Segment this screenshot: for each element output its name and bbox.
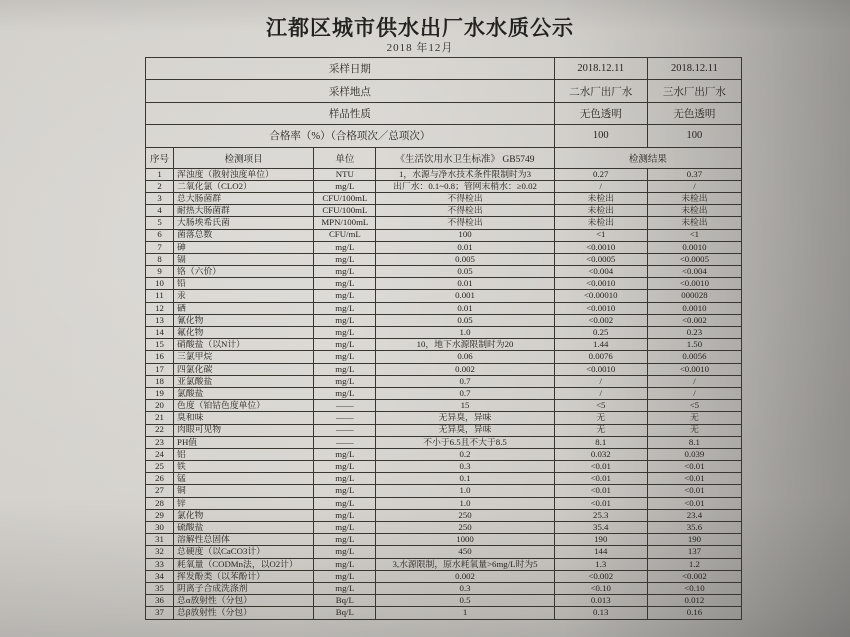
item-cell: PH值 bbox=[174, 436, 314, 448]
table-row bbox=[146, 412, 742, 424]
result-cell-plant2: <1 bbox=[554, 229, 647, 241]
table-row bbox=[146, 595, 742, 607]
col-header-item: 检测项目 bbox=[174, 147, 314, 168]
header-value-cell: 2018.12.11 bbox=[647, 58, 741, 80]
row-number-cell: 13 bbox=[146, 314, 174, 326]
result-cell-plant3: <0.01 bbox=[647, 485, 741, 497]
row-number-cell: 10 bbox=[146, 278, 174, 290]
table-row bbox=[146, 290, 742, 302]
result-cell-plant2: 0.013 bbox=[554, 595, 647, 607]
unit-cell: mg/L bbox=[314, 351, 376, 363]
result-cell-plant3: / bbox=[647, 180, 741, 192]
header-label-cell: 合格率（%）（合格项次／总项次） bbox=[146, 125, 555, 147]
result-cell-plant3: 0.0056 bbox=[647, 351, 741, 363]
table-row bbox=[146, 168, 742, 180]
header-label-cell: 采样地点 bbox=[146, 80, 555, 102]
row-number-cell: 37 bbox=[146, 607, 174, 619]
standard-cell: 1000 bbox=[376, 534, 554, 546]
item-cell: 总硬度（以CaCO3计） bbox=[174, 546, 314, 558]
result-cell-plant3: <0.002 bbox=[647, 570, 741, 582]
standard-cell: 出厂水：0.1~0.8；管网末梢水：≥0.02 bbox=[376, 180, 554, 192]
row-number-cell: 8 bbox=[146, 253, 174, 265]
result-cell-plant3: 未检出 bbox=[647, 192, 741, 204]
row-number-cell: 34 bbox=[146, 570, 174, 582]
table-row bbox=[146, 205, 742, 217]
result-cell-plant2: 0.25 bbox=[554, 327, 647, 339]
row-number-cell: 33 bbox=[146, 558, 174, 570]
item-cell: 锌 bbox=[174, 497, 314, 509]
unit-cell: mg/L bbox=[314, 363, 376, 375]
row-number-cell: 20 bbox=[146, 400, 174, 412]
item-cell: 铝 bbox=[174, 448, 314, 460]
unit-cell: mg/L bbox=[314, 266, 376, 278]
table-row bbox=[146, 461, 742, 473]
table-row bbox=[146, 241, 742, 253]
sampling-header-row bbox=[146, 80, 742, 102]
unit-cell: MPN/100mL bbox=[314, 217, 376, 229]
item-cell: 大肠埃希氏菌 bbox=[174, 217, 314, 229]
data-section bbox=[146, 168, 742, 619]
row-number-cell: 6 bbox=[146, 229, 174, 241]
unit-cell: CFU/100mL bbox=[314, 205, 376, 217]
standard-cell: 0.01 bbox=[376, 241, 554, 253]
result-cell-plant2: <0.01 bbox=[554, 473, 647, 485]
result-cell-plant3: 23.4 bbox=[647, 509, 741, 521]
table-row bbox=[146, 522, 742, 534]
unit-cell: mg/L bbox=[314, 534, 376, 546]
row-number-cell: 1 bbox=[146, 168, 174, 180]
standard-cell: 1，水源与净水技术条件限制时为3 bbox=[376, 168, 554, 180]
unit-cell: mg/L bbox=[314, 497, 376, 509]
result-cell-plant2: / bbox=[554, 387, 647, 399]
result-cell-plant2: <0.01 bbox=[554, 461, 647, 473]
result-cell-plant3: 0.039 bbox=[647, 448, 741, 460]
row-number-cell: 36 bbox=[146, 595, 174, 607]
col-header-unit: 单位 bbox=[314, 147, 376, 168]
result-cell-plant3: 0.012 bbox=[647, 595, 741, 607]
standard-cell: 无异臭，异味 bbox=[376, 424, 554, 436]
standard-cell: 0.01 bbox=[376, 278, 554, 290]
standard-cell: 1.0 bbox=[376, 485, 554, 497]
result-cell-plant2: <0.0005 bbox=[554, 253, 647, 265]
item-cell: 硝酸盐（以N计） bbox=[174, 339, 314, 351]
table-row bbox=[146, 448, 742, 460]
table-row bbox=[146, 497, 742, 509]
row-number-cell: 26 bbox=[146, 473, 174, 485]
result-cell-plant3: 000028 bbox=[647, 290, 741, 302]
result-cell-plant3: <0.01 bbox=[647, 461, 741, 473]
result-cell-plant2: <0.01 bbox=[554, 497, 647, 509]
header-value-cell: 无色透明 bbox=[647, 102, 741, 124]
sampling-header-row bbox=[146, 58, 742, 80]
table-row bbox=[146, 485, 742, 497]
item-cell: 二氧化氯（CLO2） bbox=[174, 180, 314, 192]
table-row bbox=[146, 229, 742, 241]
unit-cell: mg/L bbox=[314, 302, 376, 314]
unit-cell: —— bbox=[314, 424, 376, 436]
row-number-cell: 4 bbox=[146, 205, 174, 217]
table-row bbox=[146, 473, 742, 485]
sampling-header-section bbox=[146, 58, 742, 148]
standard-cell: 不得检出 bbox=[376, 217, 554, 229]
item-cell: 挥发酚类（以苯酚计） bbox=[174, 570, 314, 582]
table-row bbox=[146, 363, 742, 375]
result-cell-plant2: 未检出 bbox=[554, 192, 647, 204]
table-row bbox=[146, 607, 742, 619]
item-cell: 四氯化碳 bbox=[174, 363, 314, 375]
row-number-cell: 11 bbox=[146, 290, 174, 302]
result-cell-plant2: 0.13 bbox=[554, 607, 647, 619]
result-cell-plant2: 0.0076 bbox=[554, 351, 647, 363]
unit-cell: mg/L bbox=[314, 546, 376, 558]
unit-cell: mg/L bbox=[314, 522, 376, 534]
header-value-cell: 2018.12.11 bbox=[554, 58, 647, 80]
unit-cell: mg/L bbox=[314, 180, 376, 192]
unit-cell: mg/L bbox=[314, 509, 376, 521]
standard-cell: 450 bbox=[376, 546, 554, 558]
standard-cell: 0.7 bbox=[376, 375, 554, 387]
standard-cell: 0.002 bbox=[376, 570, 554, 582]
item-cell: 铁 bbox=[174, 461, 314, 473]
item-cell: 镉 bbox=[174, 253, 314, 265]
header-value-cell: 100 bbox=[647, 125, 741, 147]
result-cell-plant3: 0.37 bbox=[647, 168, 741, 180]
row-number-cell: 31 bbox=[146, 534, 174, 546]
unit-cell: mg/L bbox=[314, 582, 376, 594]
unit-cell: mg/L bbox=[314, 570, 376, 582]
row-number-cell: 2 bbox=[146, 180, 174, 192]
result-cell-plant3: <5 bbox=[647, 400, 741, 412]
row-number-cell: 27 bbox=[146, 485, 174, 497]
table-row bbox=[146, 436, 742, 448]
standard-cell: 0.001 bbox=[376, 290, 554, 302]
header-label-cell: 样品性质 bbox=[146, 102, 555, 124]
standard-cell: 不得检出 bbox=[376, 205, 554, 217]
result-cell-plant2: <0.004 bbox=[554, 266, 647, 278]
item-cell: 溶解性总固体 bbox=[174, 534, 314, 546]
unit-cell: mg/L bbox=[314, 473, 376, 485]
table-row bbox=[146, 546, 742, 558]
result-cell-plant2: <0.0010 bbox=[554, 302, 647, 314]
column-header-row bbox=[146, 147, 742, 168]
result-cell-plant2: 190 bbox=[554, 534, 647, 546]
unit-cell: mg/L bbox=[314, 241, 376, 253]
table-row bbox=[146, 558, 742, 570]
table-row bbox=[146, 302, 742, 314]
row-number-cell: 30 bbox=[146, 522, 174, 534]
standard-cell: 无异臭，异味 bbox=[376, 412, 554, 424]
result-cell-plant3: <0.01 bbox=[647, 497, 741, 509]
table-row bbox=[146, 253, 742, 265]
result-cell-plant2: 1.44 bbox=[554, 339, 647, 351]
result-cell-plant3: <0.0005 bbox=[647, 253, 741, 265]
standard-cell: 0.01 bbox=[376, 302, 554, 314]
standard-cell: 0.005 bbox=[376, 253, 554, 265]
standard-cell: 0.05 bbox=[376, 314, 554, 326]
result-cell-plant3: <0.01 bbox=[647, 473, 741, 485]
header-value-cell: 无色透明 bbox=[554, 102, 647, 124]
table-row bbox=[146, 217, 742, 229]
col-header-standard: 《生活饮用水卫生标准》 GB5749 bbox=[376, 147, 554, 168]
standard-cell: 250 bbox=[376, 522, 554, 534]
unit-cell: mg/L bbox=[314, 278, 376, 290]
result-cell-plant3: 0.23 bbox=[647, 327, 741, 339]
col-header-no: 序号 bbox=[146, 147, 174, 168]
row-number-cell: 21 bbox=[146, 412, 174, 424]
row-number-cell: 23 bbox=[146, 436, 174, 448]
page-subtitle: 2018 年12月 bbox=[386, 42, 454, 54]
item-cell: 三氯甲烷 bbox=[174, 351, 314, 363]
row-number-cell: 7 bbox=[146, 241, 174, 253]
table-row bbox=[146, 570, 742, 582]
row-number-cell: 28 bbox=[146, 497, 174, 509]
table-row bbox=[146, 424, 742, 436]
item-cell: 硒 bbox=[174, 302, 314, 314]
item-cell: 耐热大肠菌群 bbox=[174, 205, 314, 217]
water-quality-table bbox=[145, 57, 742, 620]
standard-cell: 1.0 bbox=[376, 497, 554, 509]
unit-cell: —— bbox=[314, 412, 376, 424]
row-number-cell: 29 bbox=[146, 509, 174, 521]
header-value-cell: 二水厂出厂水 bbox=[554, 80, 647, 102]
column-header-section bbox=[146, 147, 742, 168]
unit-cell: mg/L bbox=[314, 327, 376, 339]
standard-cell: 10，地下水源限制时为20 bbox=[376, 339, 554, 351]
item-cell: 臭和味 bbox=[174, 412, 314, 424]
result-cell-plant2: <0.01 bbox=[554, 485, 647, 497]
result-cell-plant3: 1.50 bbox=[647, 339, 741, 351]
result-cell-plant3: 0.0010 bbox=[647, 302, 741, 314]
standard-cell: 1.0 bbox=[376, 327, 554, 339]
item-cell: 总α放射性（分包） bbox=[174, 595, 314, 607]
result-cell-plant2: <5 bbox=[554, 400, 647, 412]
item-cell: 氯酸盐 bbox=[174, 387, 314, 399]
item-cell: 总大肠菌群 bbox=[174, 192, 314, 204]
row-number-cell: 25 bbox=[146, 461, 174, 473]
result-cell-plant3: 8.1 bbox=[647, 436, 741, 448]
standard-cell: 0.1 bbox=[376, 473, 554, 485]
table-row bbox=[146, 339, 742, 351]
result-cell-plant2: 0.27 bbox=[554, 168, 647, 180]
result-cell-plant3: 35.6 bbox=[647, 522, 741, 534]
result-cell-plant3: <0.0010 bbox=[647, 278, 741, 290]
result-cell-plant2: 无 bbox=[554, 424, 647, 436]
item-cell: 铜 bbox=[174, 485, 314, 497]
row-number-cell: 14 bbox=[146, 327, 174, 339]
unit-cell: Bq/L bbox=[314, 595, 376, 607]
row-number-cell: 9 bbox=[146, 266, 174, 278]
result-cell-plant3: 无 bbox=[647, 412, 741, 424]
row-number-cell: 18 bbox=[146, 375, 174, 387]
row-number-cell: 22 bbox=[146, 424, 174, 436]
item-cell: 亚氯酸盐 bbox=[174, 375, 314, 387]
table-row bbox=[146, 192, 742, 204]
result-cell-plant3: 无 bbox=[647, 424, 741, 436]
table-row bbox=[146, 314, 742, 326]
row-number-cell: 19 bbox=[146, 387, 174, 399]
unit-cell: Bq/L bbox=[314, 607, 376, 619]
result-cell-plant2: 25.3 bbox=[554, 509, 647, 521]
result-cell-plant2: 无 bbox=[554, 412, 647, 424]
result-cell-plant2: 35.4 bbox=[554, 522, 647, 534]
result-cell-plant2: 未检出 bbox=[554, 217, 647, 229]
table-row bbox=[146, 509, 742, 521]
standard-cell: 15 bbox=[376, 400, 554, 412]
item-cell: 浑浊度（散射浊度单位） bbox=[174, 168, 314, 180]
table-row bbox=[146, 387, 742, 399]
row-number-cell: 35 bbox=[146, 582, 174, 594]
row-number-cell: 24 bbox=[146, 448, 174, 460]
result-cell-plant3: 0.16 bbox=[647, 607, 741, 619]
header-label-cell: 采样日期 bbox=[146, 58, 555, 80]
col-header-result: 检测结果 bbox=[554, 147, 741, 168]
item-cell: 阴离子合成洗涤剂 bbox=[174, 582, 314, 594]
row-number-cell: 5 bbox=[146, 217, 174, 229]
result-cell-plant2: <0.10 bbox=[554, 582, 647, 594]
result-cell-plant2: 144 bbox=[554, 546, 647, 558]
standard-cell: 1 bbox=[376, 607, 554, 619]
result-cell-plant3: <0.004 bbox=[647, 266, 741, 278]
result-cell-plant3: <0.0010 bbox=[647, 363, 741, 375]
unit-cell: mg/L bbox=[314, 375, 376, 387]
row-number-cell: 17 bbox=[146, 363, 174, 375]
result-cell-plant2: <0.0010 bbox=[554, 363, 647, 375]
result-cell-plant2: <0.002 bbox=[554, 314, 647, 326]
result-cell-plant3: 137 bbox=[647, 546, 741, 558]
standard-cell: 不小于6.5且不大于8.5 bbox=[376, 436, 554, 448]
unit-cell: NTU bbox=[314, 168, 376, 180]
item-cell: 铅 bbox=[174, 278, 314, 290]
table-row bbox=[146, 582, 742, 594]
standard-cell: 100 bbox=[376, 229, 554, 241]
unit-cell: —— bbox=[314, 400, 376, 412]
result-cell-plant2: 未检出 bbox=[554, 205, 647, 217]
result-cell-plant3: 未检出 bbox=[647, 217, 741, 229]
row-number-cell: 32 bbox=[146, 546, 174, 558]
result-cell-plant2: <0.002 bbox=[554, 570, 647, 582]
item-cell: 锰 bbox=[174, 473, 314, 485]
result-cell-plant3: 0.0010 bbox=[647, 241, 741, 253]
standard-cell: 0.3 bbox=[376, 461, 554, 473]
header-value-cell: 100 bbox=[554, 125, 647, 147]
result-cell-plant3: 1.2 bbox=[647, 558, 741, 570]
result-cell-plant2: <0.0010 bbox=[554, 241, 647, 253]
result-cell-plant2: 0.032 bbox=[554, 448, 647, 460]
result-cell-plant3: / bbox=[647, 375, 741, 387]
result-cell-plant3: <0.002 bbox=[647, 314, 741, 326]
standard-cell: 0.3 bbox=[376, 582, 554, 594]
row-number-cell: 3 bbox=[146, 192, 174, 204]
result-cell-plant3: <0.10 bbox=[647, 582, 741, 594]
item-cell: 氟化物 bbox=[174, 327, 314, 339]
item-cell: 氯化物 bbox=[174, 509, 314, 521]
unit-cell: CFU/100mL bbox=[314, 192, 376, 204]
standard-cell: 250 bbox=[376, 509, 554, 521]
result-cell-plant3: <1 bbox=[647, 229, 741, 241]
table-row bbox=[146, 278, 742, 290]
table-row bbox=[146, 351, 742, 363]
result-cell-plant2: <0.00010 bbox=[554, 290, 647, 302]
row-number-cell: 12 bbox=[146, 302, 174, 314]
row-number-cell: 16 bbox=[146, 351, 174, 363]
unit-cell: mg/L bbox=[314, 461, 376, 473]
item-cell: 硫酸盐 bbox=[174, 522, 314, 534]
item-cell: 菌落总数 bbox=[174, 229, 314, 241]
unit-cell: mg/L bbox=[314, 485, 376, 497]
standard-cell: 0.5 bbox=[376, 595, 554, 607]
standard-cell: 0.7 bbox=[376, 387, 554, 399]
table-row bbox=[146, 400, 742, 412]
table-row bbox=[146, 534, 742, 546]
unit-cell: —— bbox=[314, 436, 376, 448]
result-cell-plant2: 8.1 bbox=[554, 436, 647, 448]
result-cell-plant2: / bbox=[554, 375, 647, 387]
item-cell: 色度（铂钴色度单位） bbox=[174, 400, 314, 412]
table-row bbox=[146, 180, 742, 192]
page-title: 江都区城市供水出厂水水质公示 bbox=[266, 17, 574, 40]
result-cell-plant2: 1.3 bbox=[554, 558, 647, 570]
row-number-cell: 15 bbox=[146, 339, 174, 351]
result-cell-plant2: / bbox=[554, 180, 647, 192]
header-value-cell: 三水厂出厂水 bbox=[647, 80, 741, 102]
item-cell: 铬（六价） bbox=[174, 266, 314, 278]
item-cell: 耗氧量（CODMn法，以O2计） bbox=[174, 558, 314, 570]
unit-cell: CFU/mL bbox=[314, 229, 376, 241]
standard-cell: 3,水源限制，原水耗氧量>6mg/L时为5 bbox=[376, 558, 554, 570]
unit-cell: mg/L bbox=[314, 448, 376, 460]
result-cell-plant3: / bbox=[647, 387, 741, 399]
table-row bbox=[146, 327, 742, 339]
sampling-header-row bbox=[146, 125, 742, 147]
sampling-header-row bbox=[146, 102, 742, 124]
item-cell: 砷 bbox=[174, 241, 314, 253]
unit-cell: mg/L bbox=[314, 558, 376, 570]
item-cell: 汞 bbox=[174, 290, 314, 302]
result-cell-plant3: 190 bbox=[647, 534, 741, 546]
standard-cell: 0.05 bbox=[376, 266, 554, 278]
table-row bbox=[146, 266, 742, 278]
unit-cell: mg/L bbox=[314, 253, 376, 265]
unit-cell: mg/L bbox=[314, 339, 376, 351]
unit-cell: mg/L bbox=[314, 314, 376, 326]
standard-cell: 0.002 bbox=[376, 363, 554, 375]
standard-cell: 不得检出 bbox=[376, 192, 554, 204]
standard-cell: 0.06 bbox=[376, 351, 554, 363]
table-row bbox=[146, 375, 742, 387]
item-cell: 肉眼可见物 bbox=[174, 424, 314, 436]
item-cell: 总β放射性（分包） bbox=[174, 607, 314, 619]
item-cell: 氰化物 bbox=[174, 314, 314, 326]
standard-cell: 0.2 bbox=[376, 448, 554, 460]
unit-cell: mg/L bbox=[314, 387, 376, 399]
unit-cell: mg/L bbox=[314, 290, 376, 302]
result-cell-plant2: <0.0010 bbox=[554, 278, 647, 290]
result-cell-plant3: 未检出 bbox=[647, 205, 741, 217]
